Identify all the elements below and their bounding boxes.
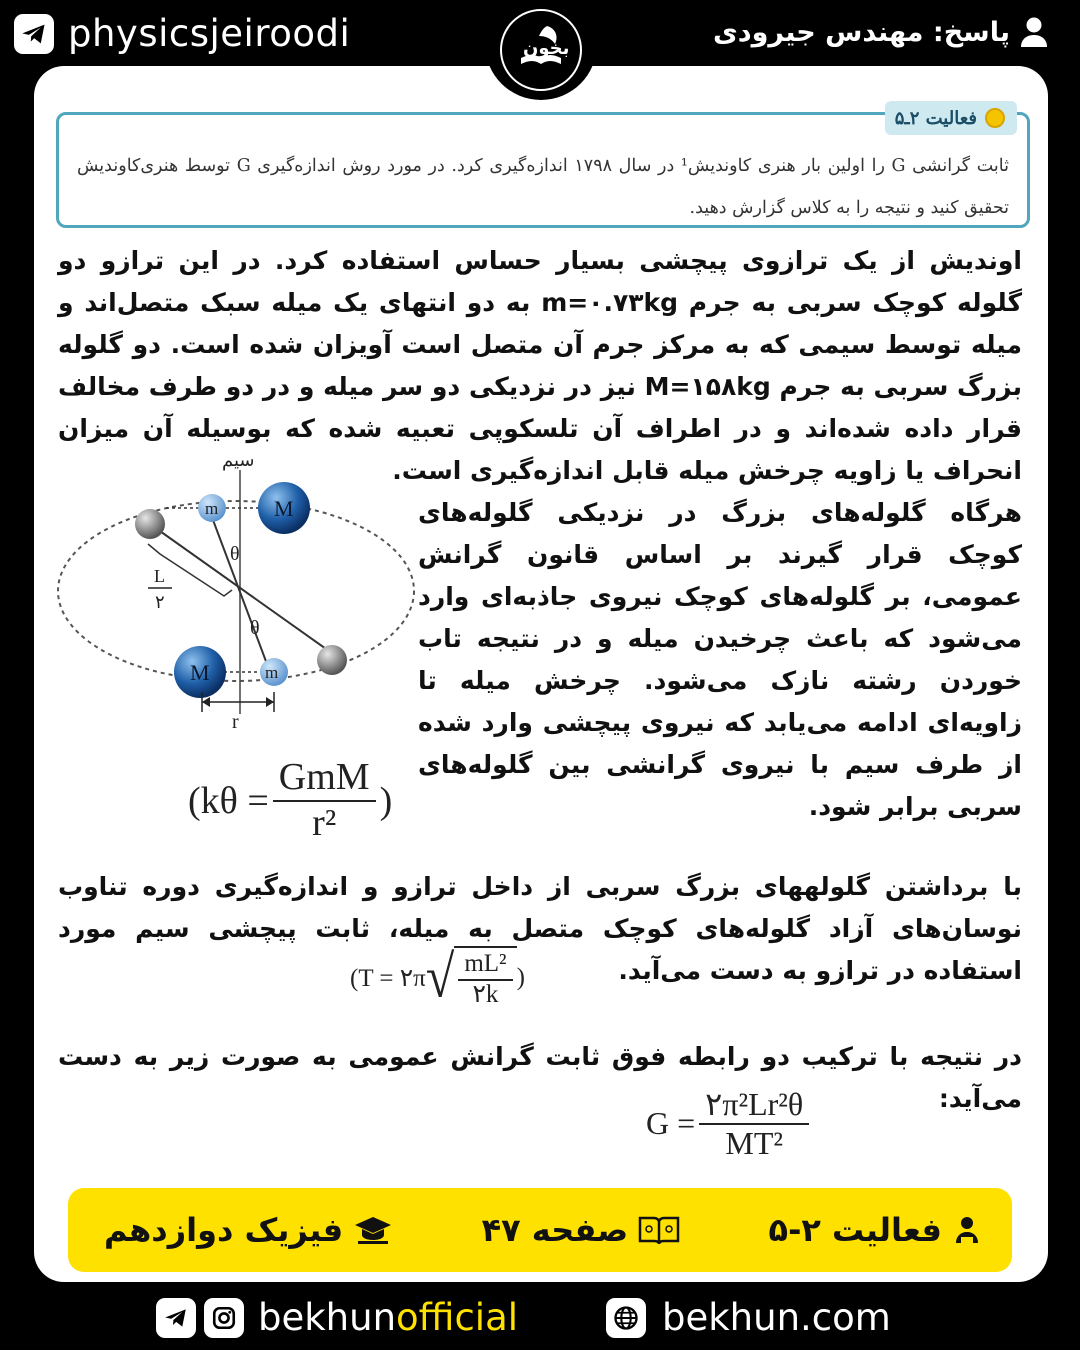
half-length-num: L	[154, 566, 165, 586]
big-mass-label-top: M	[274, 496, 294, 521]
svg-text:بخون: بخون	[523, 38, 570, 59]
angle-label-bottom: θ	[250, 617, 260, 639]
answer-author	[713, 16, 1048, 48]
info-footer	[68, 1188, 1012, 1272]
footer-page	[482, 1211, 681, 1249]
small-mass-label-bottom: m	[265, 663, 279, 682]
footer-book	[104, 1211, 393, 1249]
small-mass-label-top: m	[205, 499, 219, 518]
f1-close: )	[379, 779, 393, 822]
f2-numerator: mL²	[458, 950, 512, 981]
textbook-activity-box	[56, 107, 1030, 228]
content-card	[34, 66, 1048, 1282]
f3-denominator: MT²	[725, 1124, 783, 1161]
f3-left: G =	[646, 1105, 696, 1142]
answer-paragraph-3: با برداشتن گلولههای بزرگ سربی از داخل ترازو و اندازه‌گیری دوره تناوب نوسان‌های آزاد گلوله‌های کوچک متصل به میله، ثابت پیچشی سیم مورد استفاده در ترازو به دست می‌آید.	[58, 872, 1022, 985]
footer-page-text: صفحه ۴۷	[481, 1211, 629, 1249]
footer-activity-text: فعالیت ۲-۵	[768, 1211, 942, 1249]
f1-fraction	[273, 756, 376, 845]
social-handle[interactable]	[156, 1296, 518, 1339]
small-sphere-top-grey	[135, 509, 165, 539]
graduation-cap-icon	[353, 1214, 393, 1246]
period-formula	[350, 946, 525, 1010]
teacher-icon	[952, 1215, 982, 1245]
activity-tag-text: فعالیت ۲ـ۵	[894, 107, 977, 129]
orbit-ellipse	[58, 501, 414, 681]
social-handle-text: bekhunofficial	[258, 1296, 519, 1339]
f2-close: )	[516, 963, 525, 991]
torque-balance-formula	[188, 756, 392, 845]
f1-denominator: r²	[312, 801, 337, 844]
telegram-icon	[14, 14, 54, 54]
channel-handle[interactable]	[14, 12, 350, 55]
bottom-bar	[0, 1282, 1080, 1350]
channel-handle-text: physicsjeiroodi	[68, 12, 351, 55]
f3-numerator: ۲π²Lr²θ	[699, 1086, 809, 1125]
activity-tag	[885, 101, 1017, 135]
angle-label-top: θ	[230, 543, 240, 565]
torsion-balance-diagram	[44, 446, 424, 746]
open-book-icon	[638, 1214, 680, 1246]
answer-paragraph-1: اوندیش از یک ترازوی پیچشی بسیار حساس استفاده کرد. در این ترازو دو گلوله کوچک سربی به جرم m=۰.۷۳kg به دو انتهای یک میله سبک متصل‌اند و میله توسط سیمی که به مرکز جرم آن متصل است آویزان شده است. دو گلوله بزرگ سربی به جرم M=۱۵۸kg نیز در نزدیکی دو سر میله و در دو طرف مخالف قرار داده شده‌اند و در اطراف آن تلسکوپی تعبیه شده که بوسیله آن میزان انحراف یا زاویه چرخش میله قابل اندازه‌گیری است.	[58, 246, 1022, 485]
wire-label: سیم	[222, 450, 255, 471]
f2-sqrt	[426, 946, 517, 1010]
answer-author-text: پاسخ: مهندس جیرودی	[713, 16, 1010, 48]
rod	[150, 524, 336, 656]
f2-fraction	[458, 950, 512, 1010]
brand-logo	[485, 0, 597, 100]
distance-label: r	[232, 711, 239, 733]
answer-paragraph-4: در نتیجه با ترکیب دو رابطه فوق ثابت گرانش عمومی به صورت زیر به دست می‌آید:	[58, 1042, 1022, 1113]
telegram-icon	[156, 1298, 196, 1338]
f2-open: (T = ۲π	[350, 964, 426, 992]
gravitational-constant-formula	[646, 1086, 813, 1162]
f3-fraction	[699, 1086, 809, 1162]
sqrt-sign: √	[425, 944, 455, 1010]
f1-numerator: GmM	[273, 756, 376, 802]
footer-book-text: فیزیک دوازدهم	[104, 1211, 344, 1249]
f1-open: (kθ =	[188, 779, 269, 822]
answer-paragraph-2: هرگاه گلوله‌های بزرگ در نزدیکی گلوله‌های کوچک قرار گیرند بر اساس قانون گرانش عمومی، بر گلوله‌های کوچک نیروی جاذبه‌ای وارد می‌شود که باعث چرخیدن میله و در نتیجه تاب خوردن رشته نازک می‌شود. چرخش میله تا زاویه‌ای ادامه می‌یابد که نیروی پیچشی وارد شده از طرف سیم با نیروی گرانشی بین گلوله‌های سربی برابر شود.	[418, 498, 1022, 821]
website-link[interactable]	[606, 1296, 891, 1339]
activity-dot-icon	[985, 108, 1005, 128]
website-text: bekhun.com	[662, 1296, 891, 1339]
bekhun-logo-icon	[499, 8, 583, 92]
half-length-den: ۲	[155, 592, 165, 613]
activity-question: ثابت گرانشی G را اولین بار هنری کاوندیش¹ در سال ۱۷۹۸ اندازه‌گیری کرد. در مورد روش اندازه‌گیری G توسط هنری‌کاوندیش تحقیق کنید و نتیجه را به کلاس گزارش دهید.	[77, 156, 1009, 218]
f2-denominator: ۲k	[472, 980, 499, 1008]
globe-icon	[606, 1298, 646, 1338]
small-sphere-bottom-grey	[317, 645, 347, 675]
big-mass-label-bottom: M	[190, 660, 210, 685]
user-icon	[1020, 16, 1048, 48]
footer-activity	[769, 1211, 982, 1249]
instagram-icon	[204, 1298, 244, 1338]
